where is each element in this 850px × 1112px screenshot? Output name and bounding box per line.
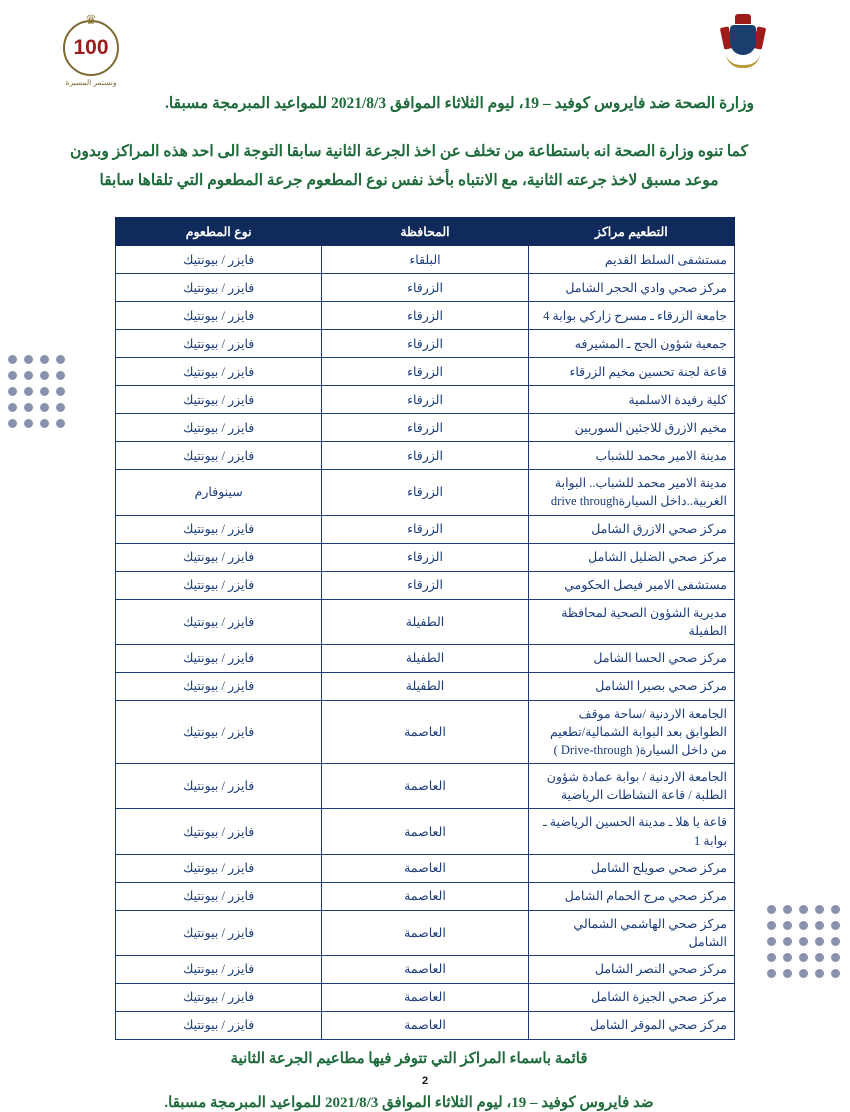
cell-center: الجامعة الاردنية /ساحة موقف الطوابق بعد البوابة الشمالية/تطعيم من داخل السيارة( Drive-through ) bbox=[528, 700, 734, 763]
dot bbox=[767, 905, 776, 914]
dot bbox=[8, 355, 17, 364]
cell-vaccine: فايزر / بيونتيك bbox=[116, 442, 322, 470]
cell-governorate: العاصمة bbox=[322, 1011, 528, 1039]
table-row bbox=[116, 246, 735, 274]
cell-vaccine: فايزر / بيونتيك bbox=[116, 882, 322, 910]
cell-governorate: العاصمة bbox=[322, 983, 528, 1011]
dot bbox=[815, 953, 824, 962]
dot bbox=[831, 969, 840, 978]
dot bbox=[815, 969, 824, 978]
cell-center: مستشفى السلط القديم bbox=[528, 246, 734, 274]
dot bbox=[767, 921, 776, 930]
cell-governorate: الزرقاء bbox=[322, 386, 528, 414]
cell-vaccine: فايزر / بيونتيك bbox=[116, 246, 322, 274]
table-row bbox=[116, 386, 735, 414]
cell-governorate: العاصمة bbox=[322, 700, 528, 763]
dot bbox=[783, 905, 792, 914]
cell-center: مركز صحي صويلح الشامل bbox=[528, 854, 734, 882]
cell-center: جامعة الزرقاء ـ مسرح زاركي بوابة 4 bbox=[528, 302, 734, 330]
dot bbox=[40, 387, 49, 396]
dot bbox=[831, 937, 840, 946]
dot bbox=[783, 937, 792, 946]
jordan-centennial-logo bbox=[52, 12, 130, 87]
cell-center: مركز صحي بصيرا الشامل bbox=[528, 672, 734, 700]
cell-vaccine: فايزر / بيونتيك bbox=[116, 809, 322, 854]
cell-governorate: الزرقاء bbox=[322, 571, 528, 599]
dot bbox=[24, 419, 33, 428]
dot bbox=[40, 355, 49, 364]
dot bbox=[831, 953, 840, 962]
dot bbox=[24, 371, 33, 380]
cell-center: مركز صحي الضليل الشامل bbox=[528, 543, 734, 571]
dot bbox=[8, 387, 17, 396]
cell-vaccine: فايزر / بيونتيك bbox=[116, 644, 322, 672]
cell-center: مركز صحي النصر الشامل bbox=[528, 955, 734, 983]
table-row bbox=[116, 571, 735, 599]
cell-governorate: الزرقاء bbox=[322, 543, 528, 571]
wreath-shape bbox=[726, 53, 760, 68]
dot bbox=[799, 953, 808, 962]
cell-center: مدينة الامير محمد للشباب bbox=[528, 442, 734, 470]
dot bbox=[8, 419, 17, 428]
dot bbox=[24, 403, 33, 412]
cell-governorate: العاصمة bbox=[322, 955, 528, 983]
cell-vaccine: فايزر / بيونتيك bbox=[116, 764, 322, 809]
cell-vaccine: فايزر / بيونتيك bbox=[116, 274, 322, 302]
cell-vaccine: سينوفارم bbox=[116, 470, 322, 515]
cell-vaccine: فايزر / بيونتيك bbox=[116, 543, 322, 571]
intro-line-1: وزارة الصحة ضد فايروس كوفيد – 19، ليوم الثلاثاء الموافق 2021/8/3 للمواعيد المبرمجة مسبقا. bbox=[165, 95, 754, 112]
table-row bbox=[116, 515, 735, 543]
table-row bbox=[116, 599, 735, 644]
column-header-vaccine-type: نوع المطعوم bbox=[116, 218, 322, 246]
dot bbox=[783, 921, 792, 930]
dot bbox=[40, 419, 49, 428]
cell-governorate: العاصمة bbox=[322, 854, 528, 882]
dot bbox=[799, 905, 808, 914]
table-row bbox=[116, 414, 735, 442]
cell-vaccine: فايزر / بيونتيك bbox=[116, 599, 322, 644]
cell-center: مديرية الشؤون الصحية لمحافظة الطفيلة bbox=[528, 599, 734, 644]
footer-note-1: قائمة باسماء المراكز التي تتوفر فيها مطاعيم الجرعة الثانية bbox=[230, 1050, 588, 1067]
dot bbox=[56, 403, 65, 412]
dot bbox=[799, 969, 808, 978]
table-row bbox=[116, 955, 735, 983]
crown-icon: ♛ bbox=[85, 12, 97, 27]
footer-note-2: ضد فايروس كوفيد – 19، ليوم الثلاثاء الموافق 2021/8/3 للمواعيد المبرمجة مسبقا. bbox=[164, 1094, 654, 1111]
dot bbox=[8, 371, 17, 380]
dot bbox=[767, 953, 776, 962]
cell-vaccine: فايزر / بيونتيك bbox=[116, 910, 322, 955]
cell-governorate: الزرقاء bbox=[322, 470, 528, 515]
dot bbox=[767, 937, 776, 946]
dot bbox=[56, 387, 65, 396]
table-row bbox=[116, 543, 735, 571]
centennial-circle-icon bbox=[63, 12, 119, 76]
table-header bbox=[116, 218, 735, 246]
cell-governorate: العاصمة bbox=[322, 764, 528, 809]
cell-vaccine: فايزر / بيونتيك bbox=[116, 386, 322, 414]
cell-vaccine: فايزر / بيونتيك bbox=[116, 358, 322, 386]
cell-center: مركز صحي الحسا الشامل bbox=[528, 644, 734, 672]
cell-vaccine: فايزر / بيونتيك bbox=[116, 955, 322, 983]
table-body bbox=[116, 246, 735, 1040]
cell-center: جمعية شؤون الحج ـ المشيرفه bbox=[528, 330, 734, 358]
dot bbox=[799, 921, 808, 930]
dot bbox=[815, 937, 824, 946]
table-row bbox=[116, 330, 735, 358]
cell-vaccine: فايزر / بيونتيك bbox=[116, 1011, 322, 1039]
decorative-dot-grid-left bbox=[8, 355, 65, 428]
table-row bbox=[116, 983, 735, 1011]
dot bbox=[767, 969, 776, 978]
dot bbox=[24, 355, 33, 364]
column-header-governorate: المحافظة bbox=[322, 218, 528, 246]
cell-governorate: العاصمة bbox=[322, 809, 528, 854]
crown-shape bbox=[735, 14, 751, 24]
table-row bbox=[116, 764, 735, 809]
dot bbox=[8, 403, 17, 412]
table-row bbox=[116, 274, 735, 302]
cell-center: مدينة الامير محمد للشباب.. البوابة الغربية..داخل السيارةdrive through bbox=[528, 470, 734, 515]
cell-vaccine: فايزر / بيونتيك bbox=[116, 414, 322, 442]
cell-governorate: الطفيلة bbox=[322, 644, 528, 672]
dot bbox=[24, 387, 33, 396]
cell-governorate: الزرقاء bbox=[322, 358, 528, 386]
dot bbox=[831, 905, 840, 914]
shield-shape bbox=[730, 25, 756, 55]
dot bbox=[799, 937, 808, 946]
table-row bbox=[116, 644, 735, 672]
cell-vaccine: فايزر / بيونتيك bbox=[116, 571, 322, 599]
cell-governorate: العاصمة bbox=[322, 910, 528, 955]
table-row bbox=[116, 470, 735, 515]
dot bbox=[56, 355, 65, 364]
document-header bbox=[0, 0, 850, 92]
intro-line-2: كما تنوه وزارة الصحة انه باستطاعة من تخلف عن اخذ الجرعة الثانية سابقا التوجة الى احد هذه المراكز وبدون موعد مسبق لاخذ جرعته الثانية، مع الانتباه بأخذ نفس نوع المطعوم جرعة المطعوم التي تلقاها سابقا bbox=[70, 143, 748, 189]
cell-center: كلية رفيدة الاسلمية bbox=[528, 386, 734, 414]
cell-center: قاعة لجنة تحسين مخيم الزرقاء bbox=[528, 358, 734, 386]
cell-governorate: الزرقاء bbox=[322, 302, 528, 330]
dot bbox=[56, 371, 65, 380]
table-row bbox=[116, 672, 735, 700]
cell-vaccine: فايزر / بيونتيك bbox=[116, 515, 322, 543]
intro-section bbox=[64, 92, 754, 195]
dot bbox=[815, 905, 824, 914]
cell-governorate: الزرقاء bbox=[322, 274, 528, 302]
coat-of-arms-icon bbox=[721, 14, 765, 66]
table-row bbox=[116, 442, 735, 470]
cell-center: مستشفى الامير فيصل الحكومي bbox=[528, 571, 734, 599]
vaccination-centers-table bbox=[115, 217, 735, 1040]
table-row bbox=[116, 809, 735, 854]
table-row bbox=[116, 302, 735, 330]
cell-vaccine: فايزر / بيونتيك bbox=[116, 672, 322, 700]
table-row bbox=[116, 854, 735, 882]
jordan-coat-of-arms bbox=[708, 14, 778, 66]
cell-governorate: الزرقاء bbox=[322, 330, 528, 358]
cell-center: الجامعة الاردنية / بوابة عمادة شؤون الطلبة / قاعة النشاطات الرياضية bbox=[528, 764, 734, 809]
table-row bbox=[116, 910, 735, 955]
dot bbox=[783, 969, 792, 978]
centennial-caption: ونستمر المسيرة bbox=[65, 78, 117, 87]
page-number: 2 bbox=[421, 1075, 429, 1087]
cell-center: مركز صحي الجيزة الشامل bbox=[528, 983, 734, 1011]
cell-center: مخيم الازرق للاجئين السوريين bbox=[528, 414, 734, 442]
table-row bbox=[116, 700, 735, 763]
cell-center: مركز صحي الازرق الشامل bbox=[528, 515, 734, 543]
cell-governorate: الزرقاء bbox=[322, 442, 528, 470]
centennial-number: 100 bbox=[73, 36, 109, 59]
cell-center: مركز صحي وادي الحجر الشامل bbox=[528, 274, 734, 302]
cell-vaccine: فايزر / بيونتيك bbox=[116, 983, 322, 1011]
cell-center: مركز صحي مرج الحمام الشامل bbox=[528, 882, 734, 910]
cell-governorate: الزرقاء bbox=[322, 515, 528, 543]
cell-governorate: الزرقاء bbox=[322, 414, 528, 442]
table-header-row bbox=[116, 218, 735, 246]
dot bbox=[783, 953, 792, 962]
cell-governorate: الطفيلة bbox=[322, 672, 528, 700]
dot bbox=[831, 921, 840, 930]
dot bbox=[40, 371, 49, 380]
cell-governorate: الطفيلة bbox=[322, 599, 528, 644]
cell-vaccine: فايزر / بيونتيك bbox=[116, 854, 322, 882]
table-row bbox=[116, 1011, 735, 1039]
cell-governorate: العاصمة bbox=[322, 882, 528, 910]
cell-center: مركز صحي الهاشمي الشمالي الشامل bbox=[528, 910, 734, 955]
cell-center: مركز صحي الموقر الشامل bbox=[528, 1011, 734, 1039]
dot bbox=[815, 921, 824, 930]
table-row bbox=[116, 882, 735, 910]
dot bbox=[40, 403, 49, 412]
cell-center: قاعة يا هلا ـ مدينة الحسين الرياضية ـ بوابة 1 bbox=[528, 809, 734, 854]
column-header-center: التطعيم مراكز bbox=[528, 218, 734, 246]
centers-table-wrapper bbox=[115, 217, 735, 1040]
table-row bbox=[116, 358, 735, 386]
cell-vaccine: فايزر / بيونتيك bbox=[116, 302, 322, 330]
cell-vaccine: فايزر / بيونتيك bbox=[116, 700, 322, 763]
cell-vaccine: فايزر / بيونتيك bbox=[116, 330, 322, 358]
dot bbox=[56, 419, 65, 428]
cell-governorate: البلقاء bbox=[322, 246, 528, 274]
decorative-dot-grid-right bbox=[767, 905, 840, 978]
